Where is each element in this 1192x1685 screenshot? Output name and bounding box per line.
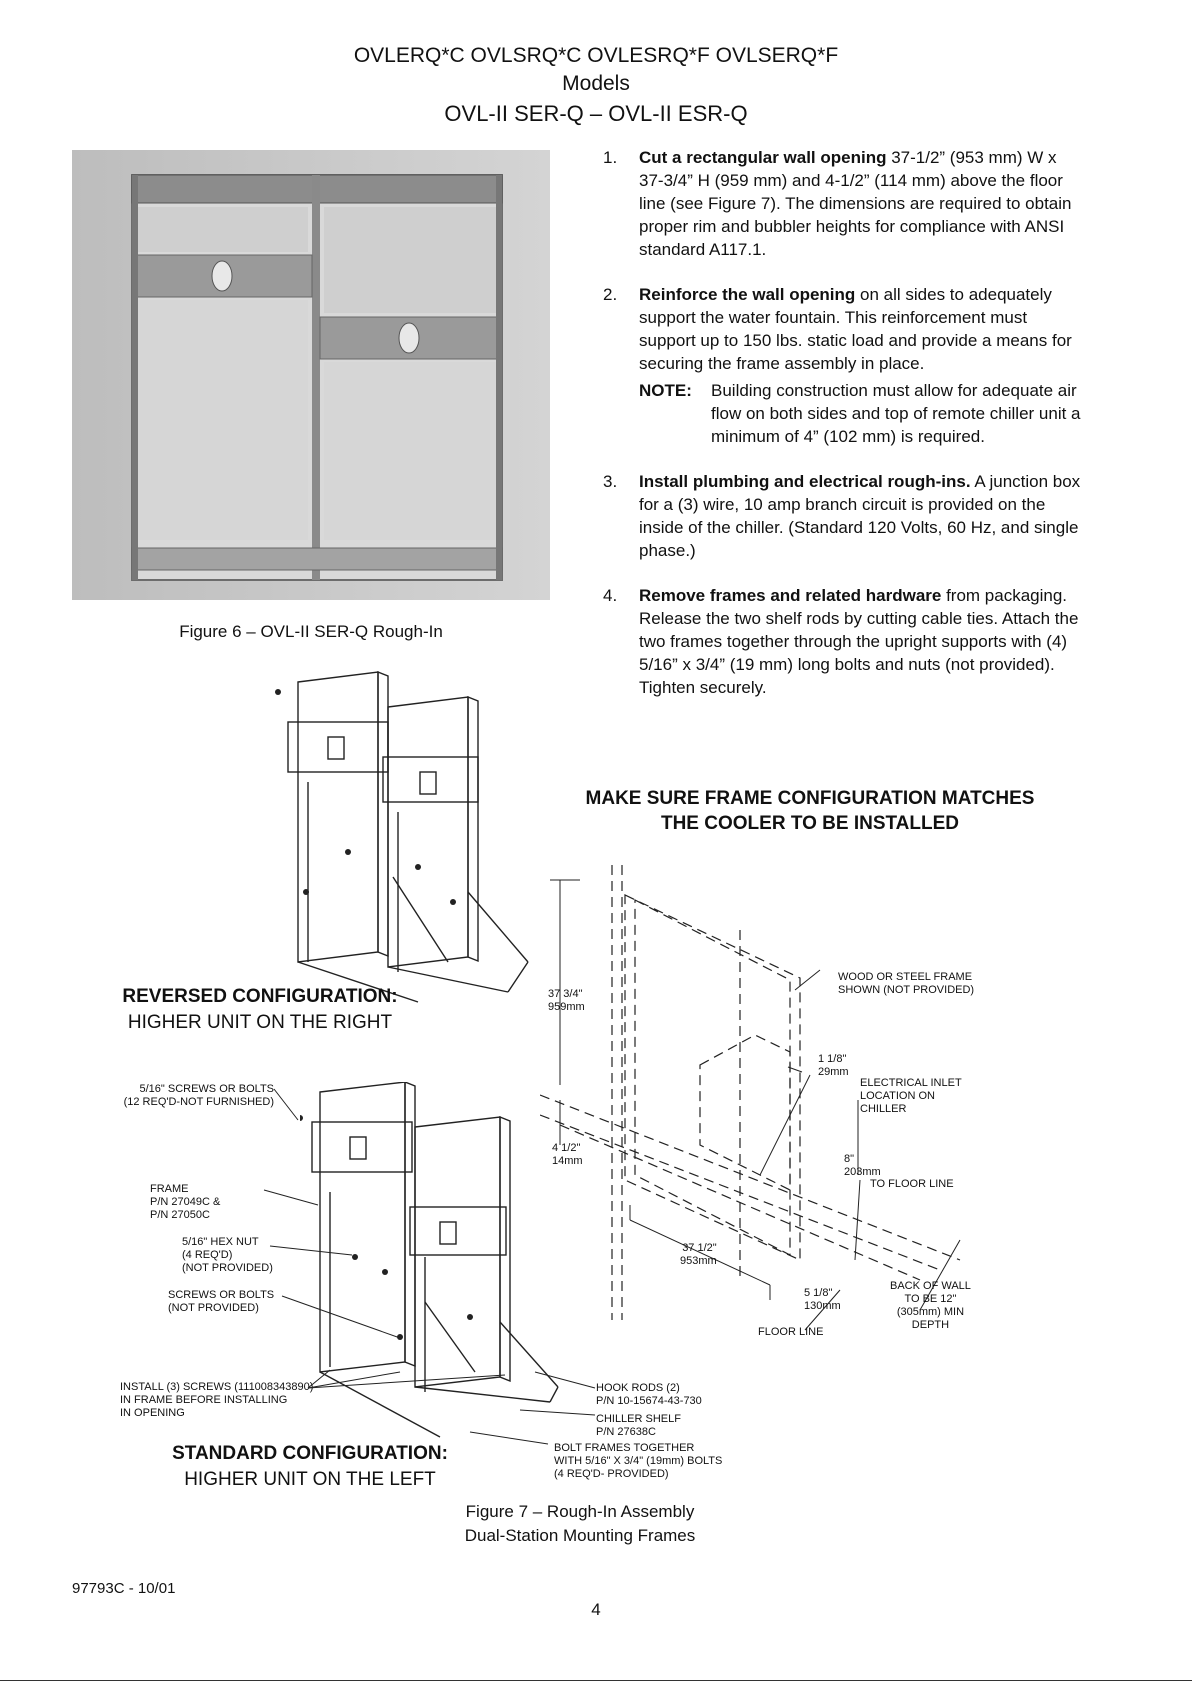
step-number: 4. bbox=[603, 586, 618, 605]
step-text: on all sides to adequately support the water fountain. This reinforcement must support up to 150 lbs. static load and provide a means for securing the frame assembly in place. bbox=[639, 285, 1072, 373]
step-text: A junction box for a (3) wire, 10 amp branch circuit is provided on the inside of the chiller. (Standard 120 Volts, 60 Hz, and single phase.) bbox=[639, 472, 1081, 560]
warning-line-2: THE COOLER TO BE INSTALLED bbox=[660, 813, 960, 834]
note-back-of-wall: BACK OF WALL TO BE 12" (305mm) MIN DEPTH bbox=[890, 1280, 971, 1331]
step-text: 37-1/2” (953 mm) W x 37-3/4” H (959 mm) and 4-1/2” (114 mm) above the floor line (see Figure 7). The dimensions are required to obtain proper rim and bubbler heights for compliance with ANSI standard A117.1. bbox=[639, 148, 1072, 259]
document-number: 97793C - 10/01 bbox=[72, 1580, 176, 1597]
standard-title: STANDARD CONFIGURATION: bbox=[172, 1443, 448, 1464]
figure7-caption-2: Dual-Station Mounting Frames bbox=[464, 1526, 696, 1545]
callout-install-screws: INSTALL (3) SCREWS (111008343890) IN FRAME BEFORE INSTALLING IN OPENING bbox=[120, 1381, 314, 1419]
figure7-caption-1: Figure 7 – Rough-In Assembly bbox=[465, 1502, 695, 1521]
callout-bolt-frames: BOLT FRAMES TOGETHER WITH 5/16" X 3/4" (19mm) BOLTS (4 REQ'D- PROVIDED) bbox=[554, 1442, 723, 1480]
step-heading: Cut a rectangular wall opening bbox=[639, 148, 887, 167]
dim-depth: 5 1/8" 130mm bbox=[804, 1287, 841, 1312]
step-number: 3. bbox=[603, 472, 618, 491]
models-word: Models bbox=[562, 72, 630, 95]
dim-above-floor: 4 1/2" 14mm bbox=[552, 1142, 583, 1167]
models-line: OVLERQ*C OVLSRQ*C OVLESRQ*F OVLSERQ*F bbox=[353, 44, 839, 67]
callout-hex-nut: 5/16" HEX NUT (4 REQ'D) (NOT PROVIDED) bbox=[182, 1236, 273, 1274]
step-number: 1. bbox=[603, 148, 618, 167]
step-heading: Reinforce the wall opening bbox=[639, 285, 856, 304]
reversed-subtitle: HIGHER UNIT ON THE RIGHT bbox=[127, 1012, 393, 1033]
note-floor-line: FLOOR LINE bbox=[758, 1326, 824, 1338]
note-text: Building construction must allow for adequate air flow on both sides and top of remote chiller unit a minimum of 4” (102 mm) is required. bbox=[711, 381, 1081, 446]
step-heading: Install plumbing and electrical rough-ins. bbox=[639, 472, 971, 491]
page-number: 4 bbox=[591, 1600, 601, 1619]
dim-inlet-offset: 1 1/8" 29mm bbox=[818, 1053, 849, 1078]
step-heading: Remove frames and related hardware bbox=[639, 586, 942, 605]
note-label: NOTE: bbox=[639, 381, 692, 400]
dim-to-floor: 8" 203mm bbox=[844, 1153, 881, 1178]
series-title: OVL-II SER-Q – OVL-II ESR-Q bbox=[444, 101, 748, 126]
note-frame: WOOD OR STEEL FRAME SHOWN (NOT PROVIDED) bbox=[838, 971, 975, 996]
reversed-title: REVERSED CONFIGURATION: bbox=[122, 986, 398, 1007]
note-electrical-inlet: ELECTRICAL INLET LOCATION ON CHILLER bbox=[860, 1077, 962, 1115]
step-text: from packaging. Release the two shelf rods by cutting cable ties. Attach the two frames together through the upright supports with (4) 5/16” x 3/4” (19 mm) long bolts and nuts (not provided). Tighten securely. bbox=[639, 586, 1079, 697]
bottom-rule bbox=[0, 1680, 1192, 1681]
callout-frame: FRAME P/N 27049C & P/N 27050C bbox=[150, 1183, 221, 1221]
callout-screws-not-provided: SCREWS OR BOLTS (NOT PROVIDED) bbox=[168, 1289, 275, 1314]
step-number: 2. bbox=[603, 285, 618, 304]
standard-subtitle: HIGHER UNIT ON THE LEFT bbox=[184, 1469, 436, 1490]
callout-chiller-shelf: CHILLER SHELF P/N 27638C bbox=[596, 1413, 681, 1438]
callout-screws-bolts: 5/16" SCREWS OR BOLTS (12 REQ'D-NOT FURNISHED) bbox=[123, 1083, 274, 1108]
dim-height: 37 3/4" 959mm bbox=[548, 988, 585, 1013]
warning-line-1: MAKE SURE FRAME CONFIGURATION MATCHES bbox=[585, 788, 1035, 809]
note-to-floor-line: TO FLOOR LINE bbox=[870, 1178, 954, 1190]
dim-width: 37 1/2" 953mm bbox=[680, 1242, 717, 1267]
figure6-caption: Figure 6 – OVL-II SER-Q Rough-In bbox=[179, 622, 443, 641]
callout-hook-rods: HOOK RODS (2) P/N 10-15674-43-730 bbox=[596, 1382, 702, 1407]
